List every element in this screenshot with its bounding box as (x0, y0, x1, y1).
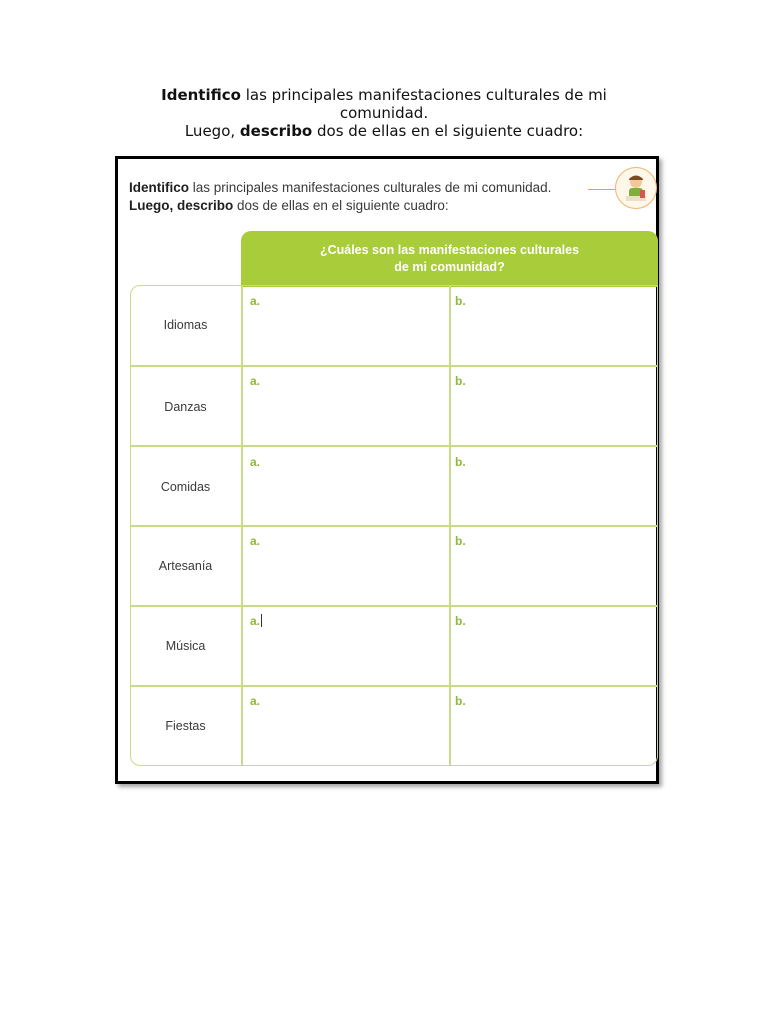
table-row (130, 446, 658, 526)
table-row (130, 526, 658, 606)
answer-cell-a[interactable] (250, 614, 262, 628)
instructions-line-1-text: las principales manifestaciones culturales de mi comunidad. (240, 86, 607, 122)
student-avatar-icon (615, 167, 657, 209)
table-header-line-1: ¿Cuáles son las manifestaciones culturales (319, 243, 580, 257)
row-label: Comidas (160, 480, 211, 494)
table-row (130, 286, 658, 366)
answer-cell-b[interactable]: b. (455, 534, 466, 548)
instructions-line-2-text: dos de ellas en el siguiente cuadro: (312, 122, 584, 140)
instructions-line-1 (118, 86, 650, 122)
answer-cell-b[interactable]: b. (455, 694, 466, 708)
row-label: Idiomas (163, 318, 208, 332)
instructions (118, 86, 650, 140)
row-label: Danzas (164, 400, 207, 414)
answer-cell-a[interactable]: a. (250, 455, 261, 469)
worksheet-subtitle-text: dos de ellas en el siguiente cuadro: (233, 198, 449, 213)
answer-cell-b[interactable]: b. (455, 374, 466, 388)
table-row (130, 366, 658, 446)
answer-cell-a-text: a. (250, 614, 261, 628)
instructions-line-2 (118, 122, 650, 140)
table-header-line-2: de mi comunidad? (394, 260, 505, 274)
row-label: Artesanía (158, 559, 213, 573)
worksheet-subtitle-bold: describo (177, 198, 234, 213)
instructions-verb-describo: describo (239, 122, 313, 140)
worksheet-image (115, 156, 659, 784)
worksheet-title-bold: Identifico (129, 180, 189, 195)
answer-cell-b[interactable]: b. (455, 455, 466, 469)
table-row (130, 606, 658, 686)
row-label: Música (165, 639, 206, 653)
answer-cell-a[interactable]: a. (250, 294, 261, 308)
answer-cell-a[interactable]: a. (250, 694, 261, 708)
row-label: Fiestas (165, 719, 206, 733)
text-cursor (261, 614, 262, 627)
answer-cell-a[interactable]: a. (250, 374, 261, 388)
worksheet-subtitle-start: Luego, (129, 198, 177, 213)
table-header (241, 231, 658, 287)
answer-cell-b[interactable]: b. (455, 294, 466, 308)
answer-cell-b[interactable]: b. (455, 614, 466, 628)
instructions-line-2-start: Luego, (184, 122, 240, 140)
instructions-verb-identifico: Identifico (161, 86, 241, 104)
worksheet-title-text: las principales manifestaciones culturales de mi comunidad. (189, 180, 552, 195)
answer-cell-a[interactable]: a. (250, 534, 261, 548)
table-row (130, 686, 658, 766)
worksheet-title-line-2 (129, 197, 589, 215)
worksheet-title-line-1 (129, 179, 589, 197)
worksheet-title (129, 179, 589, 215)
culture-table (130, 231, 658, 767)
